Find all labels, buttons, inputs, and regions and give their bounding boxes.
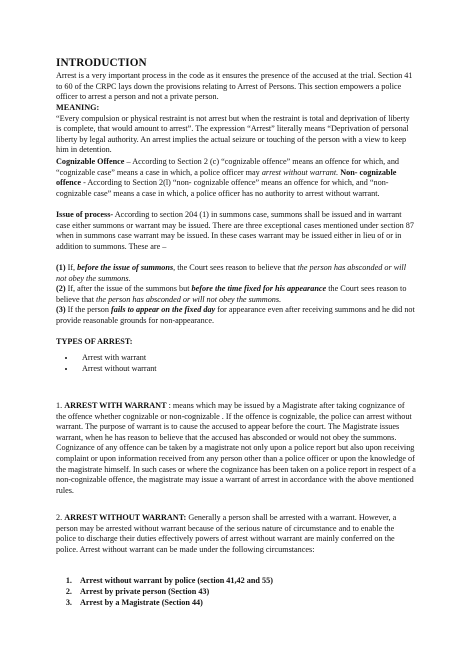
cognizable-label: Cognizable Offence: [56, 157, 125, 166]
case-2-pre: If, after the issue of the summons but: [65, 284, 192, 293]
case-1-post: , the Court sees reason to believe that: [173, 263, 298, 272]
awo-number: 2.: [56, 513, 63, 522]
arrest-without-warrant-paragraph: [56, 513, 416, 555]
types-heading: TYPES OF ARREST:: [56, 337, 133, 346]
case-3-emphasis: fails to appear on the fixed day: [111, 305, 216, 314]
case-3-number: (3): [56, 305, 66, 314]
cognizable-text: – According to Section 2 (c) “cognizable offence” means an offence for which, and “cognizable case” means a case in which, a police officer may: [56, 157, 400, 177]
process-paragraph: [56, 210, 416, 252]
cognizable-emphasis: arrest without warrant.: [261, 167, 339, 177]
case-2-post: the Court sees reason to believe that: [56, 284, 407, 304]
process-text: According to section 204 (1) in summons case, summons shall be issued and in warrant case either summons or warrant may be issued. There are three exceptional cases mentioned under section 87 when in summons case warrant may be issued. In these cases warrant may be issued either in lieu of or in addition to summons. These are –: [56, 210, 414, 251]
meaning-section: [56, 103, 416, 156]
case-1-number: (1): [56, 263, 66, 272]
meaning-heading: MEANING:: [56, 103, 100, 112]
circumstances-list: [60, 575, 273, 609]
noncognizable-text: - According to Section 2(l) “non- cognizable offence” means an offence for which, and “non- cognizable case” means a case in which, a police officer has no authority to arrest without warrant.: [56, 178, 389, 198]
noncognizable-label: Non- cognizable offence: [56, 167, 397, 188]
case-1: [56, 263, 416, 284]
case-1-pre: If,: [65, 263, 78, 272]
case-2-number: (2): [56, 284, 66, 293]
case-2-italic: the person has absconded or will not obey the summons.: [96, 294, 282, 304]
awo-label: ARREST WITHOUT WARRANT:: [64, 513, 187, 522]
aww-number: 1.: [56, 401, 63, 410]
case-3: [56, 305, 416, 326]
arrest-with-warrant-paragraph: [56, 401, 416, 496]
circumstance-item-2: 2. Arrest by private person (Section 43): [74, 586, 273, 597]
case-3-post: for appearance even after receiving summons and he did not provide reasonable grounds for non-appearance.: [56, 305, 415, 325]
types-list: [62, 353, 157, 374]
page-title: INTRODUCTION: [56, 57, 147, 69]
awo-text: Generally a person shall be arrested with a warrant. However, a person may be arrested without warrant because of the serious nature of circumstance and to enable the police to discharge their duties effectively powers of arrest without warrant are mainly conferred on the police. Arrest without warrant can be made under the following circumstances:: [56, 513, 397, 554]
circumstance-item-1: 1. Arrest without warrant by police (section 41,42 and 55): [74, 575, 273, 586]
aww-text: : means which may be issued by a Magistrate after taking cognizance of the offence whether cognizable or non-cognizable . If the offence is cognizable, the police can arrest without warrant. The purpose of warrant is to cause the accused to appear before the court. The Magistrate issues warrant, when he has reason to believe that the accused has absconded or would not obey the summons. Cognizance of any offence can be taken by a magistrate not only upon a police report but also upon receiving complaint or upon information received from any person other than a police officer or upon the knowledge of the magistrate himself. In such cases or where the cognizance has been taken on a police report in respect of a non-cognizable offence, the magistrate may issue a warrant of arrest in accordance with the above mentioned rules.: [56, 401, 416, 495]
types-item-2: • Arrest without warrant: [76, 364, 157, 375]
case-2-emphasis: before the time fixed for his appearance: [191, 284, 327, 293]
circumstance-item-3: 3. Arrest by a Magistrate (Section 44): [74, 597, 273, 608]
case-2: [56, 284, 416, 305]
intro-paragraph: Arrest is a very important process in the code as it ensures the presence of the accused at the trial. Section 41 to 60 of the CRPC lays down the provisions relating to Arrest of Persons. This section empowers a police officer to arrest a person and not a private person.: [56, 71, 413, 102]
case-3-pre: If the person: [65, 305, 112, 314]
cognizable-paragraph: [56, 157, 416, 199]
meaning-paragraph: “Every compulsion or physical restraint is not arrest but when the restraint is total and deprivation of liberty is complete, that would amount to arrest”. The expression “Arrest” literally means “Deprivation of personal liberty by legal authority. An arrest implies the actual seizure or touching of the person with a view to keep him in detention.: [56, 113, 410, 155]
case-1-emphasis: before the issue of summons: [77, 263, 174, 272]
aww-label: ARREST WITH WARRANT: [64, 401, 167, 410]
types-item-1: • Arrest with warrant: [76, 353, 157, 364]
case-1-italic: the person has absconded or will not obey the summons.: [56, 263, 406, 283]
process-label: Issue of process-: [56, 210, 114, 219]
